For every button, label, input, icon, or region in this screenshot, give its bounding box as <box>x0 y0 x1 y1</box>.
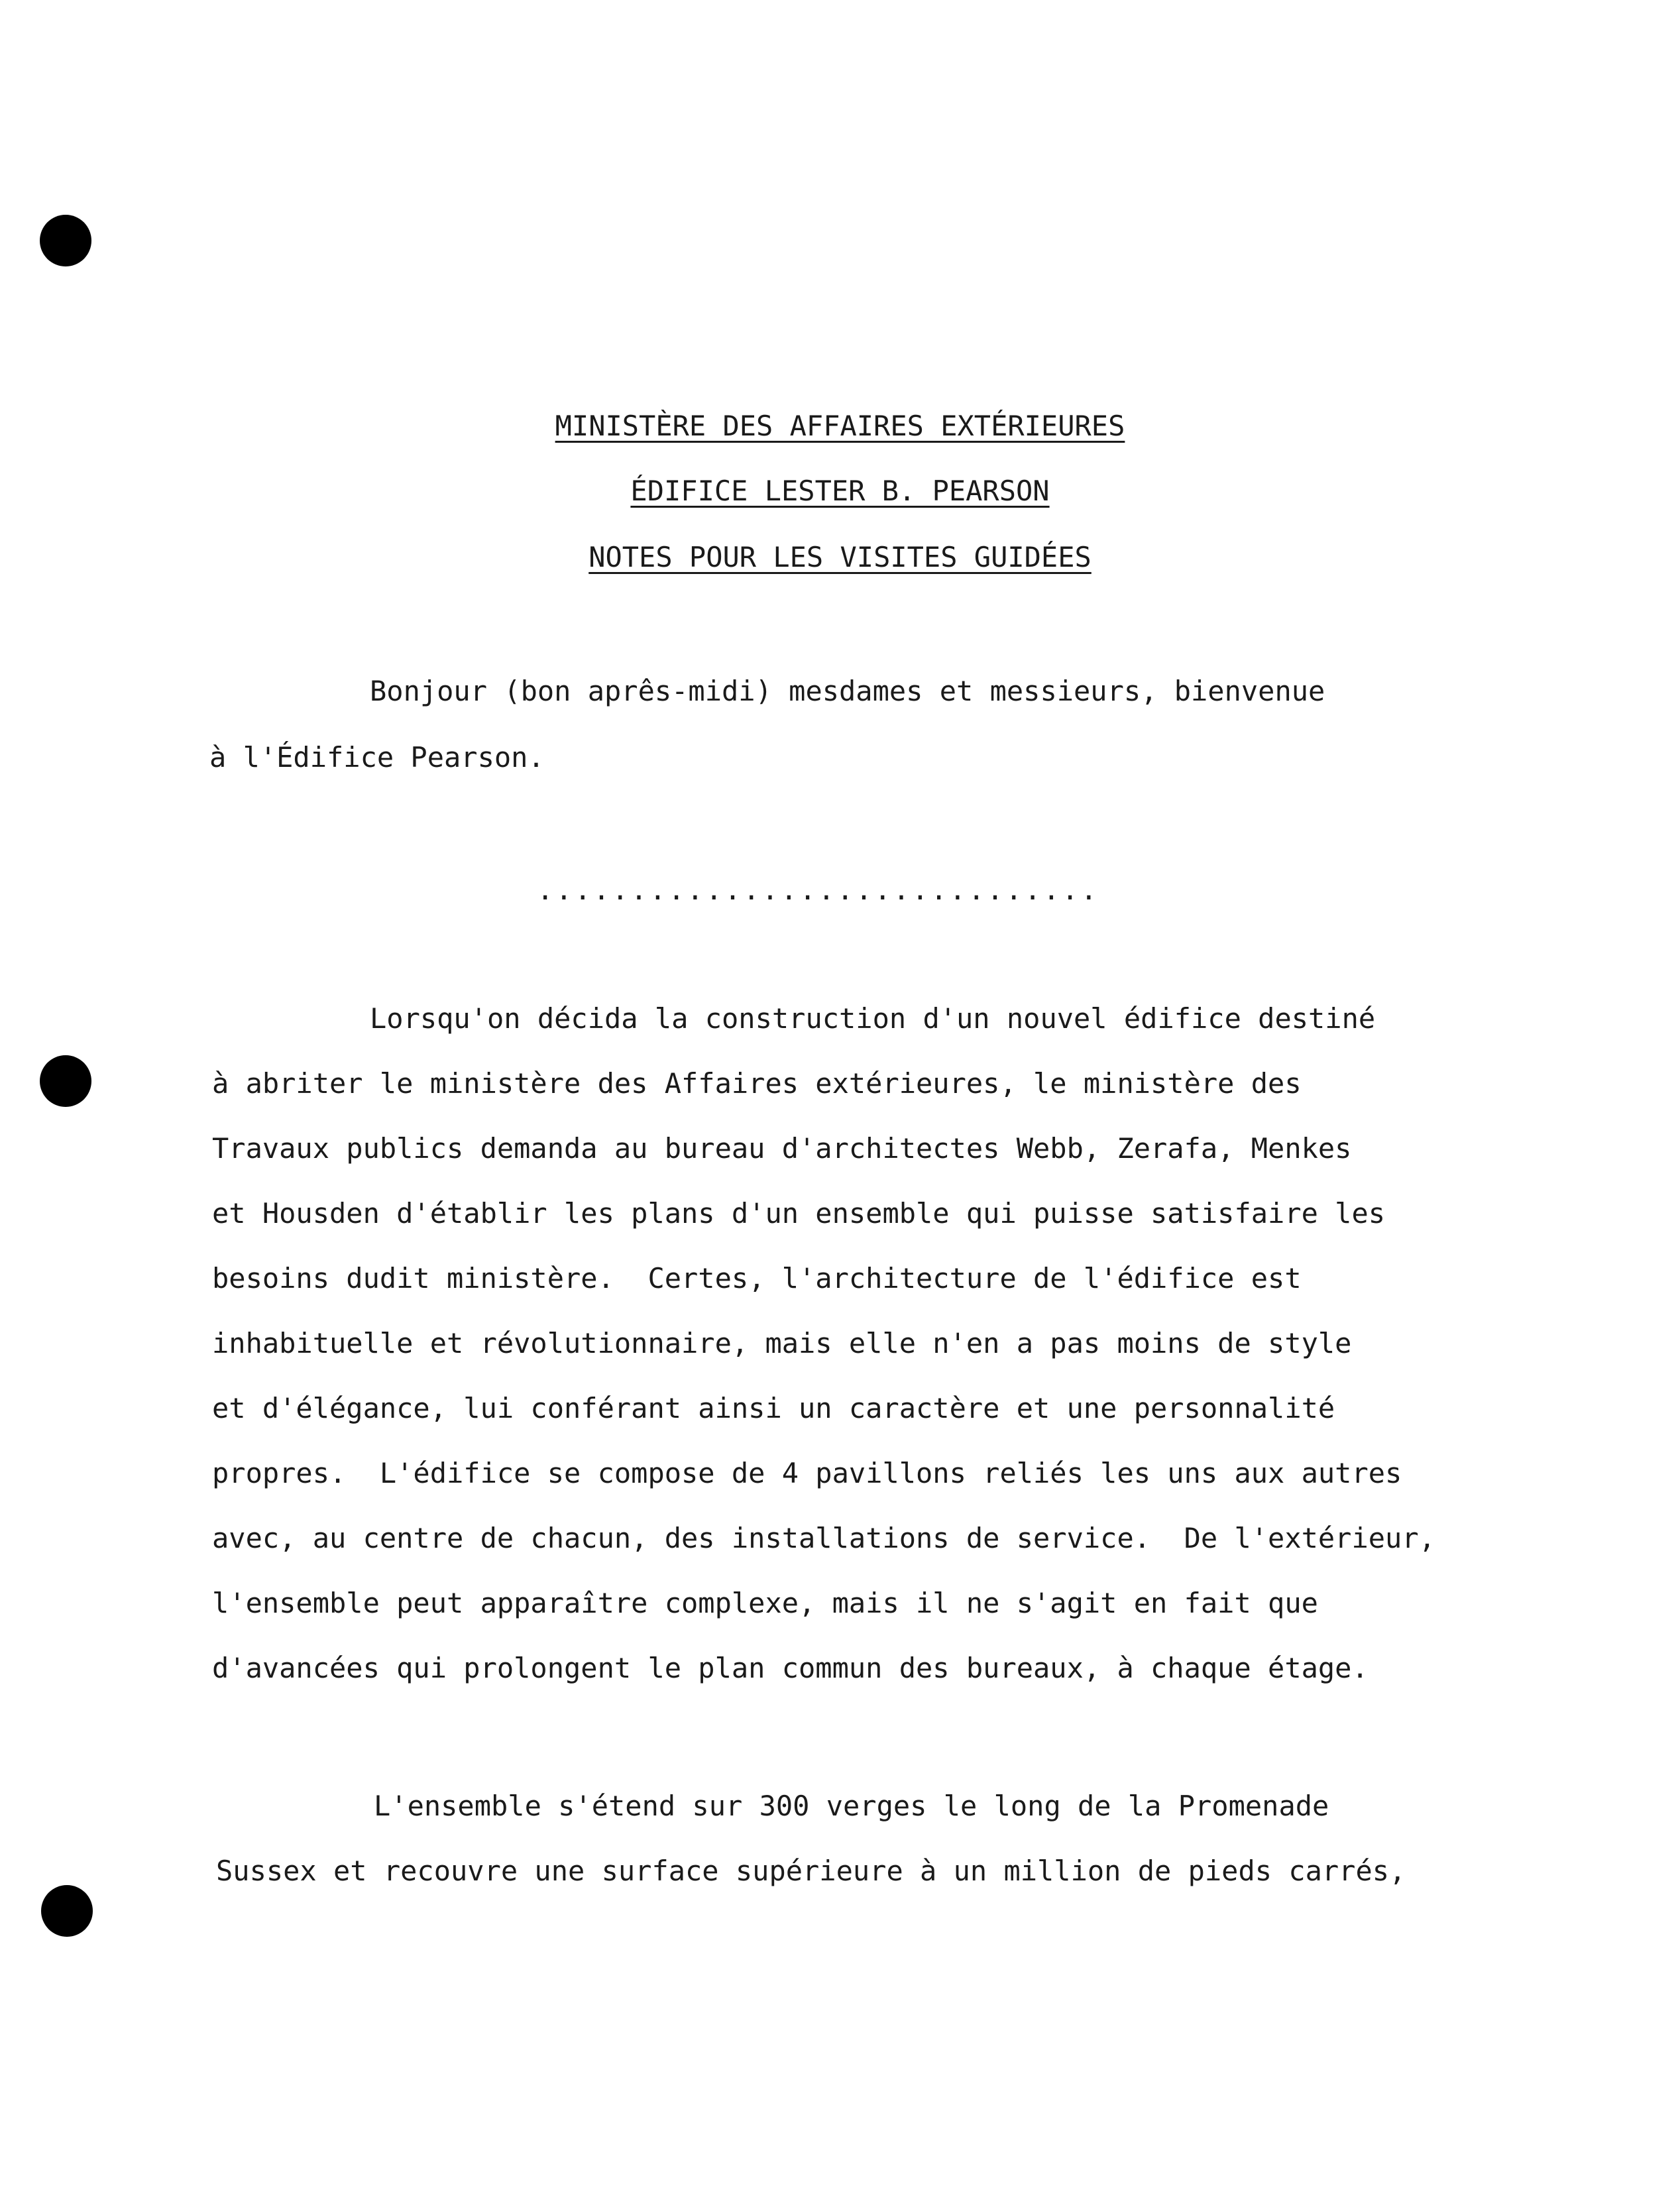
paragraph-line: et Housden d'établir les plans d'un ensemble qui puisse satisfaire les <box>212 1197 1386 1230</box>
paragraph-line: Sussex et recouvre une surface supérieure à un million de pieds carrés, <box>216 1855 1406 1887</box>
paragraph-line: d'avancées qui prolongent le plan commun des bureaux, à chaque étage. <box>212 1652 1369 1684</box>
punch-hole <box>40 215 91 266</box>
title-ministry: MINISTÈRE DES AFFAIRES EXTÉRIEURES <box>555 410 1125 442</box>
greeting-line: Bonjour (bon aprês-midi) mesdames et messieurs, bienvenue <box>370 675 1325 707</box>
title-notes: NOTES POUR LES VISITES GUIDÉES <box>588 541 1092 573</box>
title-building: ÉDIFICE LESTER B. PEARSON <box>630 475 1050 507</box>
greeting-line: à l'Édifice Pearson. <box>209 741 545 774</box>
paragraph-line: propres. L'édifice se compose de 4 pavillons reliés les uns aux autres <box>212 1457 1402 1489</box>
paragraph-line: avec, au centre de chacun, des installations de service. De l'extérieur, <box>212 1522 1435 1554</box>
paragraph-line: et d'élégance, lui conférant ainsi un caractère et une personnalité <box>212 1392 1335 1424</box>
paragraph-line: besoins dudit ministère. Certes, l'architecture de l'édifice est <box>212 1262 1302 1294</box>
paragraph-line: Travaux publics demanda au bureau d'architectes Webb, Zerafa, Menkes <box>212 1132 1352 1165</box>
punch-hole <box>41 1885 93 1937</box>
paragraph-extent <box>216 1790 1406 1920</box>
dotted-separator: .............................. <box>537 874 1099 906</box>
paragraph-line: L'ensemble s'étend sur 300 verges le long de la Promenade <box>374 1790 1329 1822</box>
paragraph-line: Lorsqu'on décida la construction d'un nouvel édifice destiné <box>370 1002 1376 1035</box>
paragraph-line: inhabituelle et révolutionnaire, mais elle n'en a pas moins de style <box>212 1327 1352 1359</box>
paragraph-line: à abriter le ministère des Affaires extérieures, le ministère des <box>212 1067 1302 1100</box>
paragraph-construction <box>212 1002 1435 1717</box>
punch-hole <box>40 1055 91 1107</box>
paragraph-line: l'ensemble peut apparaître complexe, mais il ne s'agit en fait que <box>212 1587 1318 1619</box>
